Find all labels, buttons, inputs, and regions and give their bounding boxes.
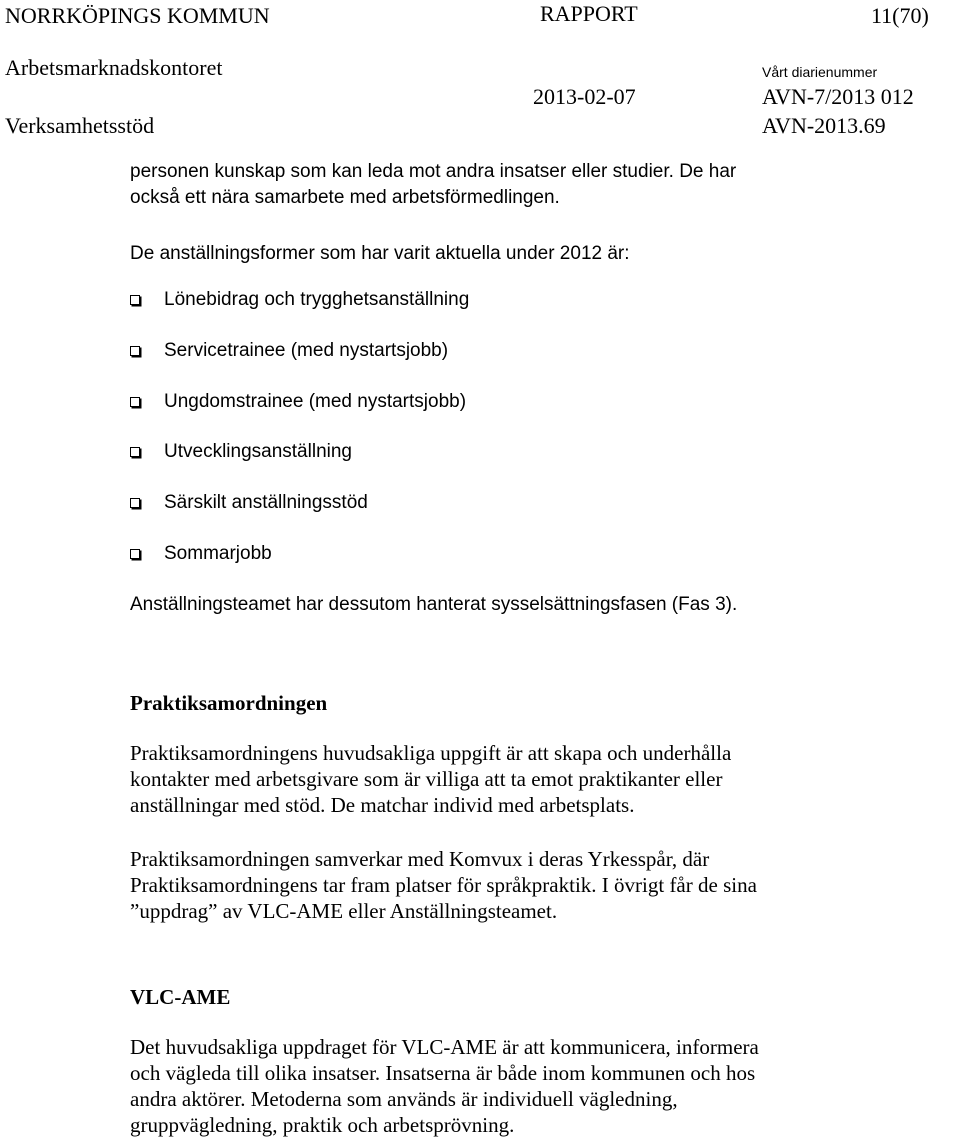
section-heading-vlc: VLC-AME [130,985,231,1009]
checkbox-bullet-icon [130,498,140,508]
paragraph-line: Praktiksamordningen samverkar med Komvux i deras Yrkesspår, där [130,847,710,871]
paragraph-line: Det huvudsakliga uppdraget för VLC-AME är att kommunicera, informera [130,1035,759,1059]
employment-forms-lead: De anställningsformer som har varit aktuella under 2012 är: [130,243,630,264]
employment-forms-closing: Anställningsteamet har dessutom hanterat sysselsättningsfasen (Fas 3). [130,594,738,615]
doc-type: RAPPORT [540,1,638,26]
paragraph-line: kontakter med arbetsgivare som är villiga att ta emot praktikanter eller [130,767,723,791]
checkbox-bullet-icon [130,295,140,305]
list-item [128,541,272,567]
org-name: NORRKÖPINGS KOMMUN [5,3,270,28]
vlc-paragraph [130,1034,759,1138]
paragraph-line: andra aktörer. Metoderna som används är individuell vägledning, [130,1087,678,1111]
checkbox-bullet-icon [130,397,140,407]
intro-line-1: personen kunskap som kan leda mot andra insatser eller studier. De har [130,161,737,182]
list-item-label: Ungdomstrainee (med nystartsjobb) [164,391,467,412]
unit-name: Verksamhetsstöd [5,113,155,138]
list-item-label: Sommarjobb [164,543,272,564]
paragraph-line: ”uppdrag” av VLC-AME eller Anställningsteamet. [130,899,558,923]
diary-label: Vårt diarienummer [762,64,878,80]
document-date: 2013-02-07 [533,84,636,109]
diary-number-1: AVN-7/2013 012 [762,84,914,109]
list-item-label: Särskilt anställningsstöd [164,492,368,513]
paragraph-line: gruppvägledning, praktik och arbetsprövning. [130,1113,515,1137]
paragraph-line: Praktiksamordningens huvudsakliga uppgift är att skapa och underhålla [130,741,732,765]
section-heading-praktik: Praktiksamordningen [130,691,328,715]
list-item-label: Servicetrainee (med nystartsjobb) [164,340,449,361]
checkbox-bullet-icon [130,447,140,457]
paragraph-line: anställningar med stöd. De matchar individ med arbetsplats. [130,793,635,817]
list-item [128,287,469,313]
list-item-label: Utvecklingsanställning [164,441,352,462]
list-item-label: Lönebidrag och trygghetsanställning [164,289,470,310]
praktik-paragraph-1 [130,740,731,818]
list-item [128,389,466,415]
paragraph-line: Praktiksamordningens tar fram platser för språkpraktik. I övrigt får de sina [130,873,757,897]
praktik-paragraph-2 [130,846,757,924]
checkbox-bullet-icon [130,549,140,559]
list-item [128,439,352,465]
diary-number-2: AVN-2013.69 [762,113,886,138]
checkbox-bullet-icon [130,346,140,356]
department: Arbetsmarknadskontoret [5,55,223,80]
page-number: 11(70) [871,3,929,28]
intro-line-2: också ett nära samarbete med arbetsförmedlingen. [130,187,560,208]
list-item [128,338,448,364]
paragraph-line: och vägleda till olika insatser. Insatserna är både inom kommunen och hos [130,1061,756,1085]
list-item [128,490,368,516]
